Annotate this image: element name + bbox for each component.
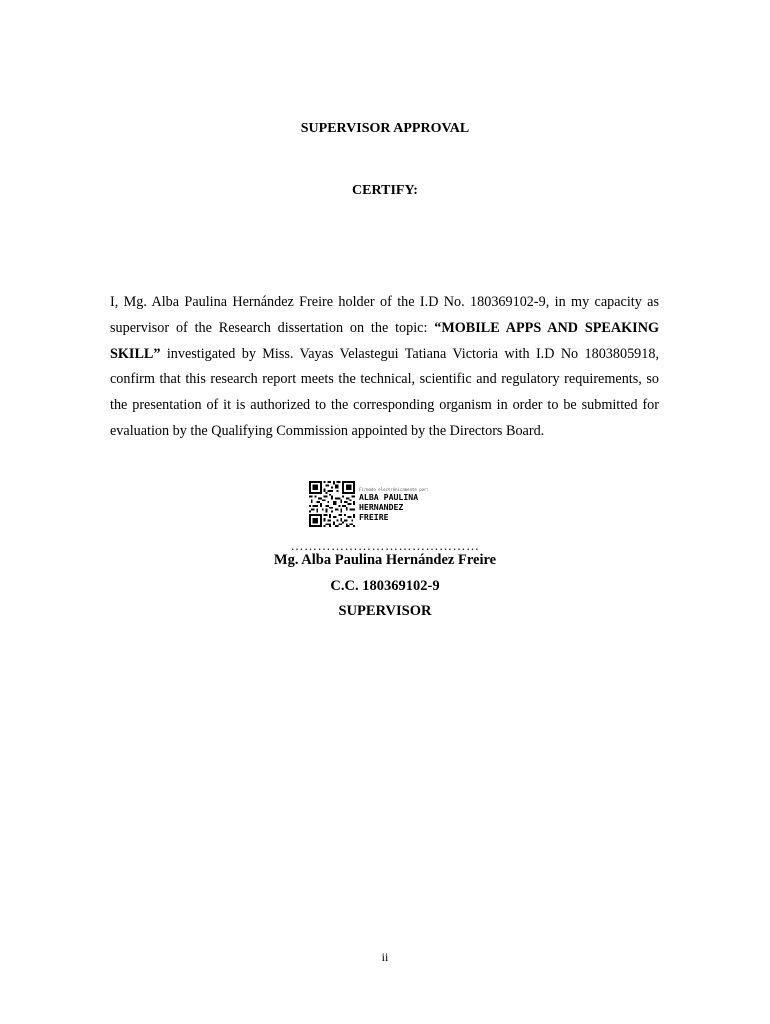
signature-details: [359, 487, 469, 522]
approval-paragraph: [110, 290, 659, 445]
supervisor-role: SUPERVISOR: [338, 603, 432, 619]
page-title: SUPERVISOR APPROVAL: [300, 121, 470, 136]
paragraph-conclusion: investigated by Miss. Vayas Velastegui Tatiana Victoria with I.D No 1803805918, confirm that this research report meets the technical, scientific and regulatory requirements, so the presentation of it is authorized to the corresponding organism in order to be submitted for evaluation by the Qualifying Commission appointed by the Directors Board.: [110, 345, 659, 439]
dissertation-topic: “MOBILE APPS AND SPEAKING SKILL”: [110, 319, 659, 362]
signer-name-line-1: ALBA PAULINA: [359, 492, 419, 502]
supervisor-name: Mg. Alba Paulina Hernández Freire: [273, 552, 497, 568]
signature-caption: Firmado electrónicamente por:: [359, 487, 429, 492]
paragraph-intro: I, Mg. Alba Paulina Hernández Freire holder of the I.D No. 180369102-9, in my capacity as supervisor of the Research dissertation on the topic:: [110, 294, 659, 336]
signature-dotted-line: ……………………………………: [290, 538, 480, 553]
signer-name-line-3: FREIRE: [359, 512, 389, 522]
qr-code-icon: [309, 481, 355, 527]
supervisor-id: C.C. 180369102-9: [330, 578, 440, 594]
certify-heading: CERTIFY:: [352, 183, 418, 198]
signer-name-line-2: HERNANDEZ: [359, 502, 404, 512]
page-number: ii: [381, 950, 389, 964]
electronic-signature: [307, 481, 467, 527]
